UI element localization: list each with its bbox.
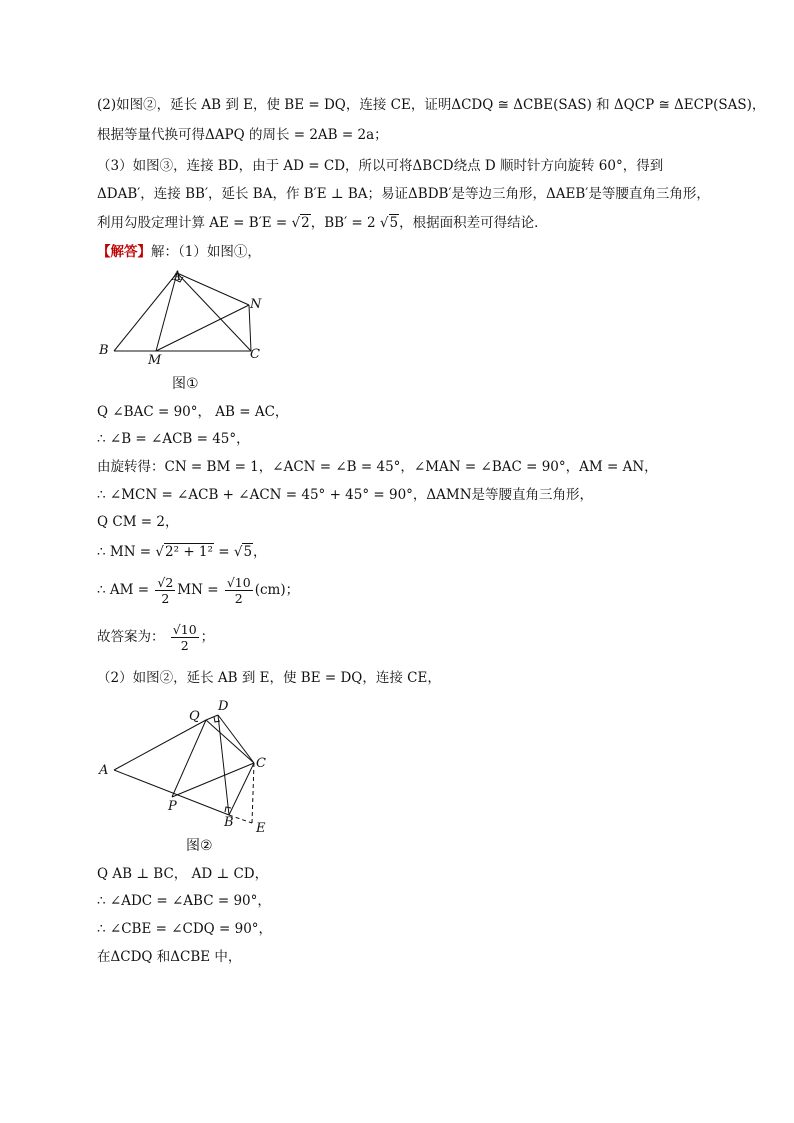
text-line-answer <box>97 620 214 654</box>
text-line: 在ΔCDQ 和ΔCBE 中， <box>97 949 242 965</box>
text-line: Q ∠BAC = 90°， AB = AC， <box>97 404 289 420</box>
text-line: ∴ ∠MCN = ∠ACB + ∠ACN = 45° + 45° = 90°，ΔAMN是等腰直角三角形， <box>97 487 594 503</box>
figure-1-diagram <box>96 268 276 368</box>
text-line-part-2: （2）如图②，延长 AB 到 E，使 BE = DQ，连接 CE， <box>97 670 441 686</box>
text-line-analysis-3-end: 利用勾股定理计算 AE = B′E = √2，BB′ = 2 √5，根据面积差可得结论． <box>97 215 548 231</box>
text-line-am <box>97 573 299 607</box>
text-line: 由旋转得：CN = BM = 1，∠ACN = ∠B = 45°，∠MAN = ∠BAC = 90°，AM = AN， <box>97 459 658 475</box>
text-line: ∴ ∠B = ∠ACB = 45°， <box>97 431 250 447</box>
fraction <box>225 575 253 606</box>
text-line-analysis-2: (2)如图②，延长 AB 到 E，使 BE = DQ，连接 CE，证明ΔCDQ ≅ ΔCBE(SAS) 和 ΔQCP ≅ ΔECP(SAS)， <box>97 97 766 113</box>
label-C: C <box>250 347 260 362</box>
text-seg: 故答案为： <box>97 629 165 645</box>
label-B: B <box>224 815 234 830</box>
answer-tag: 【解答】 <box>97 244 151 260</box>
fraction-den: 2 <box>180 638 189 653</box>
fraction <box>171 622 199 653</box>
fraction-den: 2 <box>234 591 243 606</box>
fraction-num: √2 <box>157 575 174 590</box>
sqrt-radicand: 2² + 1² <box>165 544 213 560</box>
text-seg: ，根据面积差可得结论． <box>399 215 548 231</box>
text-seg: 解：（1）如图①， <box>151 244 261 260</box>
text-seg: MN = <box>177 582 223 598</box>
figure-2-caption: 图② <box>186 838 213 854</box>
text-line: ∴ ∠CBE = ∠CDQ = 90°， <box>97 921 273 937</box>
label-P: P <box>168 799 177 814</box>
text-seg: = <box>213 544 234 560</box>
label-N: N <box>250 297 262 312</box>
text-line-analysis-3-cont: ΔDAB′，连接 BB′，延长 BA，作 B′E ⊥ BA；易证ΔBDB′是等边三角形，ΔAEB′是等腰直角三角形， <box>97 186 710 202</box>
sqrt-radicand: 2 <box>301 215 310 231</box>
label-B: B <box>99 343 109 358</box>
sqrt-radicand: 5 <box>389 215 399 231</box>
sqrt-radicand: 5 <box>243 544 253 560</box>
figure-1-caption: 图① <box>172 376 199 392</box>
label-C: C <box>256 756 266 771</box>
text-seg: ，BB′ = 2 <box>310 215 376 231</box>
label-A: A <box>172 269 182 284</box>
text-line-mn: ∴ MN = √2² + 1² = √5， <box>97 544 267 560</box>
fraction-num: √10 <box>172 622 197 637</box>
text-seg: ∴ MN = <box>97 544 156 560</box>
figure-2-diagram <box>96 696 276 838</box>
text-seg: ， <box>253 544 267 560</box>
text-line: ∴ ∠ADC = ∠ABC = 90°， <box>97 893 271 909</box>
text-line: Q AB ⊥ BC， AD ⊥ CD， <box>97 866 269 882</box>
text-seg: ； <box>200 629 215 645</box>
label-A: A <box>99 763 109 778</box>
label-D: D <box>218 699 229 714</box>
fraction-den: 2 <box>161 591 170 606</box>
text-seg: 利用勾股定理计算 AE = B′E = <box>97 215 292 231</box>
answer-heading <box>97 243 261 261</box>
text-seg: (cm)； <box>254 582 300 598</box>
fraction-num: √10 <box>226 575 251 590</box>
text-seg: ∴ AM = <box>97 582 154 598</box>
text-line: Q CM = 2， <box>97 514 179 530</box>
text-line-analysis-3: （3）如图③，连接 BD，由于 AD = CD，所以可将ΔBCD绕点 D 顺时针方向旋转 60°，得到 <box>97 158 664 174</box>
label-Q: Q <box>189 709 200 724</box>
label-M: M <box>148 353 162 368</box>
label-E: E <box>256 821 266 836</box>
text-line-analysis-2-cont: 根据等量代换可得ΔAPQ 的周长 = 2AB = 2a； <box>97 127 388 143</box>
fraction <box>155 575 175 606</box>
